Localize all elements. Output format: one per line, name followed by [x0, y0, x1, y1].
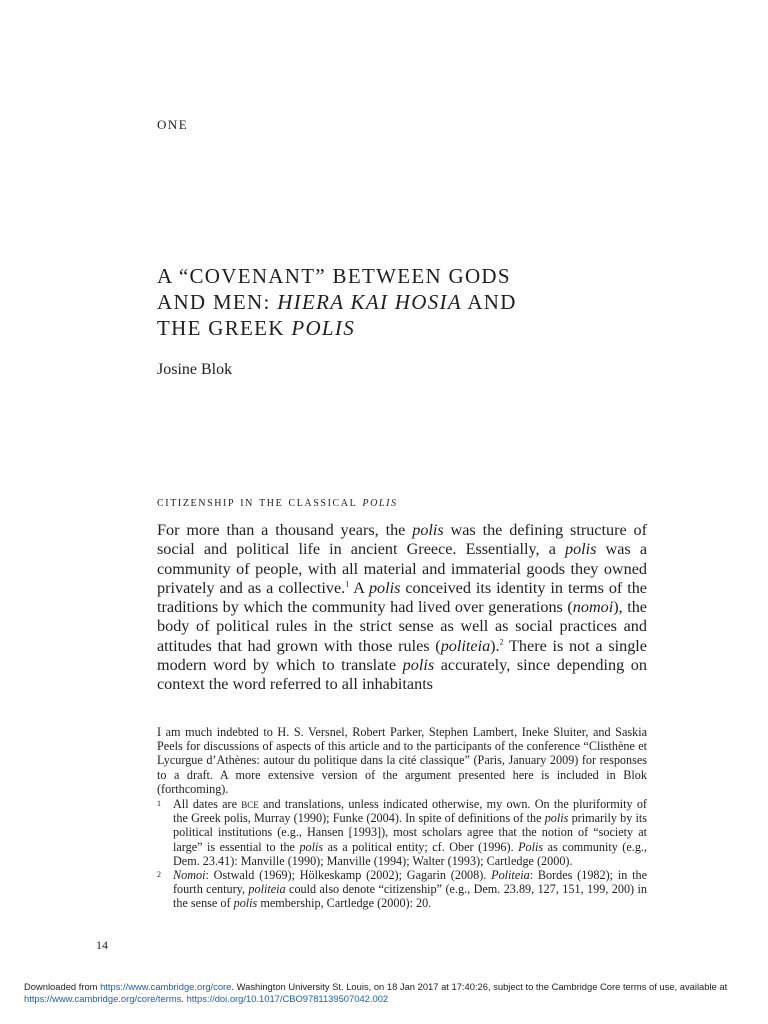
section-heading: citizenship in the classical polis [157, 495, 398, 510]
footnote-ref-1[interactable]: 1 [345, 579, 350, 589]
footnote-mark: 1 [157, 799, 161, 808]
title-line-3: THE GREEK POLIS [157, 316, 355, 340]
cambridge-core-link[interactable]: https://www.cambridge.org/core [100, 981, 232, 992]
chapter-number: one [157, 113, 189, 134]
terms-link[interactable]: https://www.cambridge.org/core/terms [24, 993, 182, 1004]
chapter-title [157, 263, 657, 341]
footnote-2: 2 Nomoi: Ostwald (1969); Hölkeskamp (2002); Gagarin (2008). Politeia: Bordes (1982); in the fourth century, politeia could also denote “citizenship” (e.g., Dem. 23.89, 127, 151, 199, 200) in the sense of polis membership, Cartledge (2000): 20. [157, 868, 647, 911]
page-number: 14 [96, 938, 108, 952]
acknowledgement-note: I am much indebted to H. S. Versnel, Robert Parker, Stephen Lambert, Ineke Sluiter, and Saskia Peels for discussions of aspects of this article and to the participants of the conference “Clisthène et Lycurgue d’Athènes: autour du politique dans la cité classique” (Paris, January 2009) for responses to a draft. A more extensive version of the argument presented here is included in Blok (forthcoming). [157, 725, 647, 796]
title-line-2: AND MEN: HIERA KAI HOSIA AND [157, 290, 517, 314]
footnote-mark: 2 [157, 870, 161, 880]
doi-link[interactable]: https://doi.org/10.1017/CBO9781139507042.002 [186, 993, 389, 1004]
footnotes [157, 797, 647, 911]
title-line-1: A “COVENANT” BETWEEN GODS [157, 264, 511, 288]
footnote-ref-2[interactable]: 2 [499, 637, 504, 647]
author-name: Josine Blok [157, 361, 233, 378]
download-notice: Downloaded from https://www.cambridge.org/core. Washington University St. Louis, on 18 Jan 2017 at 17:40:26, subject to the Cambridge Core terms of use, available at https://www.cambridge.org/core/terms. https://doi.org/10.1017/CBO9781139507042.002 [24, 981, 728, 1004]
body-paragraph: For more than a thousand years, the polis was the defining structure of social and political life in ancient Greece. Essentially, a polis was a community of people, with all material and immaterial goods they owned privately and as a collective.$^1$ A polis conceived its identity in terms of the traditions by which the community had lived over generations (nomoi), the body of political rules in the strict sense as well as social practices and attitudes that had grown with those rules (politeia).$^2$ There is not a single modern word by which to translate polis accurately, since depending on context the word referred to all inhabitants [157, 521, 648, 694]
footnote-1: 1 All dates are bce and translations, unless indicated otherwise, my own. On the pluriformity of the Greek polis, Murray (1990); Funke (2004). In spite of definitions of the polis primarily by its political institutions (e.g., Hansen [1993]), most scholars agree that the notion of “society at large” is essential to the polis as a political entity; cf. Ober (1996). Polis as community (e.g., Dem. 23.41): Manville (1990); Manville (1994); Walter (1993); Cartledge (2000). [157, 797, 648, 868]
